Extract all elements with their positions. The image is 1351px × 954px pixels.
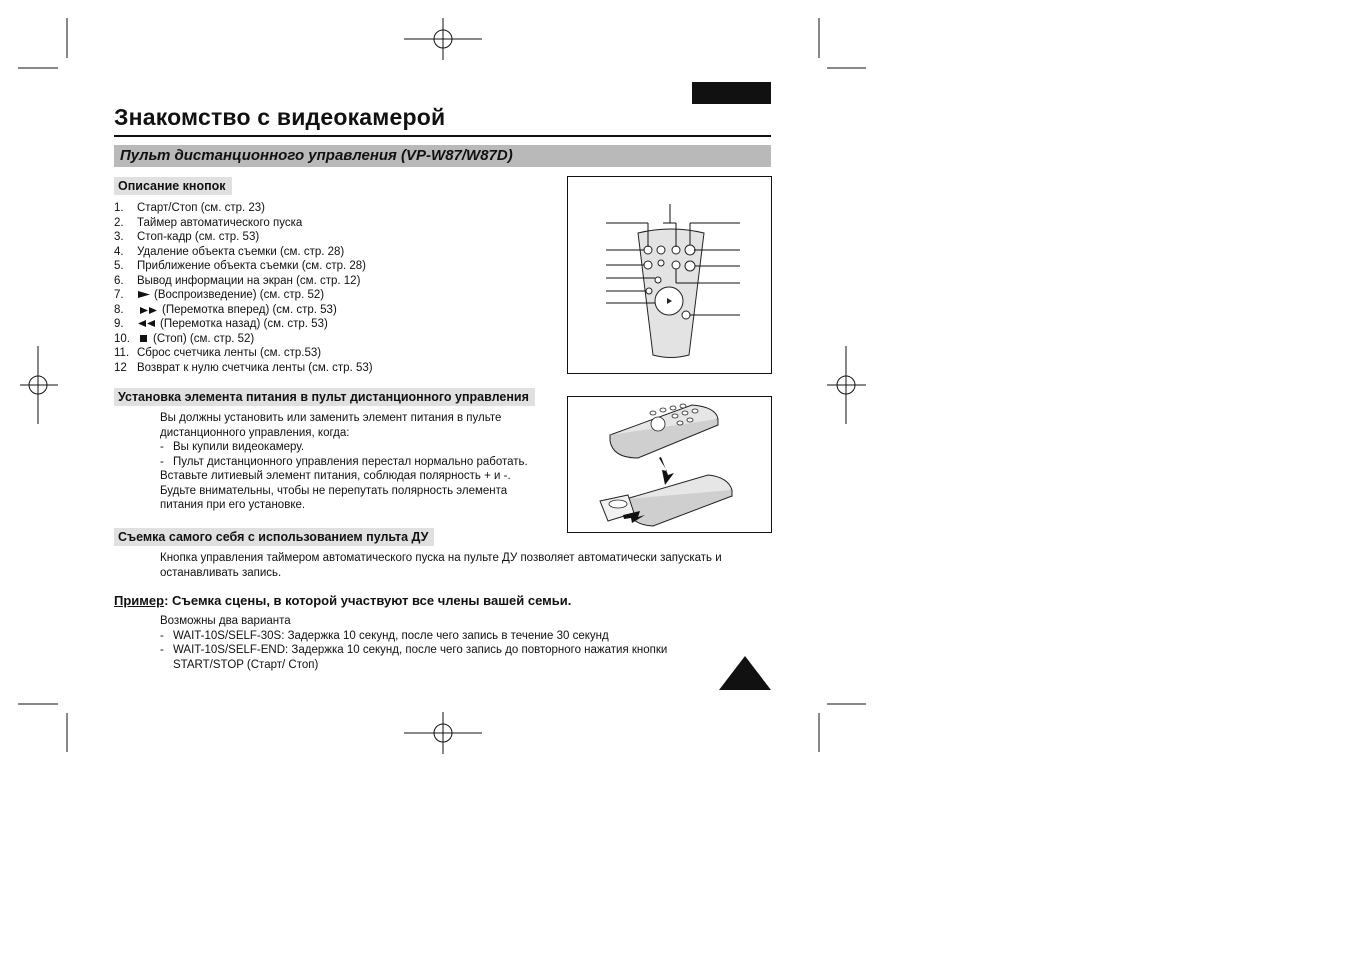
list-item: 3. Стоп-кадр (см. стр. 53) xyxy=(114,231,260,243)
example-bullet: - WAIT-10S/SELF-30S: Задержка 10 секунд, после чего запись в течение 30 секунд xyxy=(160,629,720,644)
list-item: 8. (Перемотка вперед) (см. стр. 53) xyxy=(114,303,337,316)
list-item: 6. Вывод информации на экран (см. стр. 12) xyxy=(114,274,361,287)
battery-text-line: питания при его установке. xyxy=(160,499,306,511)
battery-illustration xyxy=(568,397,771,532)
battery-bullet: - Пульт дистанционного управления перестал нормально работать. xyxy=(160,455,560,470)
battery-intro-line: дистанционного управления, когда: xyxy=(160,426,350,439)
page-title: Знакомство с видеокамерой xyxy=(114,104,446,130)
battery-intro-line: Вы должны установить или заменить элемент питания в пульте xyxy=(160,412,502,424)
list-item: 11. Сброс счетчика ленты (см. стр.53) xyxy=(114,347,322,359)
stop-icon xyxy=(139,334,150,343)
battery-text-line: Будьте внимательны, чтобы не перепутать полярность элемента xyxy=(160,484,508,497)
page-number-triangle xyxy=(719,656,771,690)
battery-heading: Установка элемента питания в пульт дистанционного управления xyxy=(114,388,535,406)
language-tab xyxy=(692,82,771,104)
list-item: 4. Удаление объекта съемки (см. стр. 28) xyxy=(114,245,345,258)
list-item: 7. (Воспроизведение) (см. стр. 52) xyxy=(114,289,325,301)
self-shoot-line: Кнопка управления таймером автоматического пуска на пульте ДУ позволяет автоматически запускать и xyxy=(160,552,722,564)
self-shoot-line: останавливать запись. xyxy=(160,566,282,579)
self-shoot-text xyxy=(160,551,770,580)
list-item: 9. (Перемотка назад) (см. стр. 53) xyxy=(114,318,328,330)
fast-forward-icon xyxy=(139,306,159,315)
example-bullet: - WAIT-10S/SELF-END: Задержка 10 секунд, после чего запись до повторного нажатия кнопки xyxy=(160,643,720,658)
battery-figure xyxy=(567,396,772,533)
list-item: 5. Приближение объекта съемки (см. стр. 28) xyxy=(114,260,367,272)
section-title: Пульт дистанционного управления (VP-W87/W87D) xyxy=(120,147,513,164)
list-item: 1. Старт/Стоп (см. стр. 23) xyxy=(114,202,266,214)
battery-text-line: Вставьте литиевый элемент питания, соблюдая полярность + и -. xyxy=(160,470,511,482)
example-bullet-cont: START/STOP (Старт/ Стоп) xyxy=(173,658,319,671)
remote-control-figure xyxy=(567,176,772,374)
example-title: : Съемка сцены, в которой участвуют все члены вашей семьи. xyxy=(164,593,572,608)
example-text xyxy=(160,614,720,672)
example-label: Пример xyxy=(114,593,165,608)
list-item: 12 Возврат к нулю счетчика ленты (см. стр. 53) xyxy=(114,361,373,374)
buttons-heading: Описание кнопок xyxy=(114,177,232,195)
example-heading xyxy=(114,593,571,608)
button-list xyxy=(114,201,554,375)
play-icon xyxy=(137,290,151,299)
rewind-icon xyxy=(137,319,157,328)
remote-control-illustration xyxy=(568,177,771,373)
title-rule xyxy=(114,135,771,137)
section-title-bar xyxy=(114,145,771,167)
example-intro: Возможны два варианта xyxy=(160,615,291,627)
list-item: 10. (Стоп) (см. стр. 52) xyxy=(114,332,255,345)
battery-bullet: - Вы купили видеокамеру. xyxy=(160,440,560,455)
battery-instructions xyxy=(160,411,560,513)
list-item: 2. Таймер автоматического пуска xyxy=(114,216,303,229)
self-shoot-heading: Съемка самого себя с использованием пульта ДУ xyxy=(114,528,434,546)
